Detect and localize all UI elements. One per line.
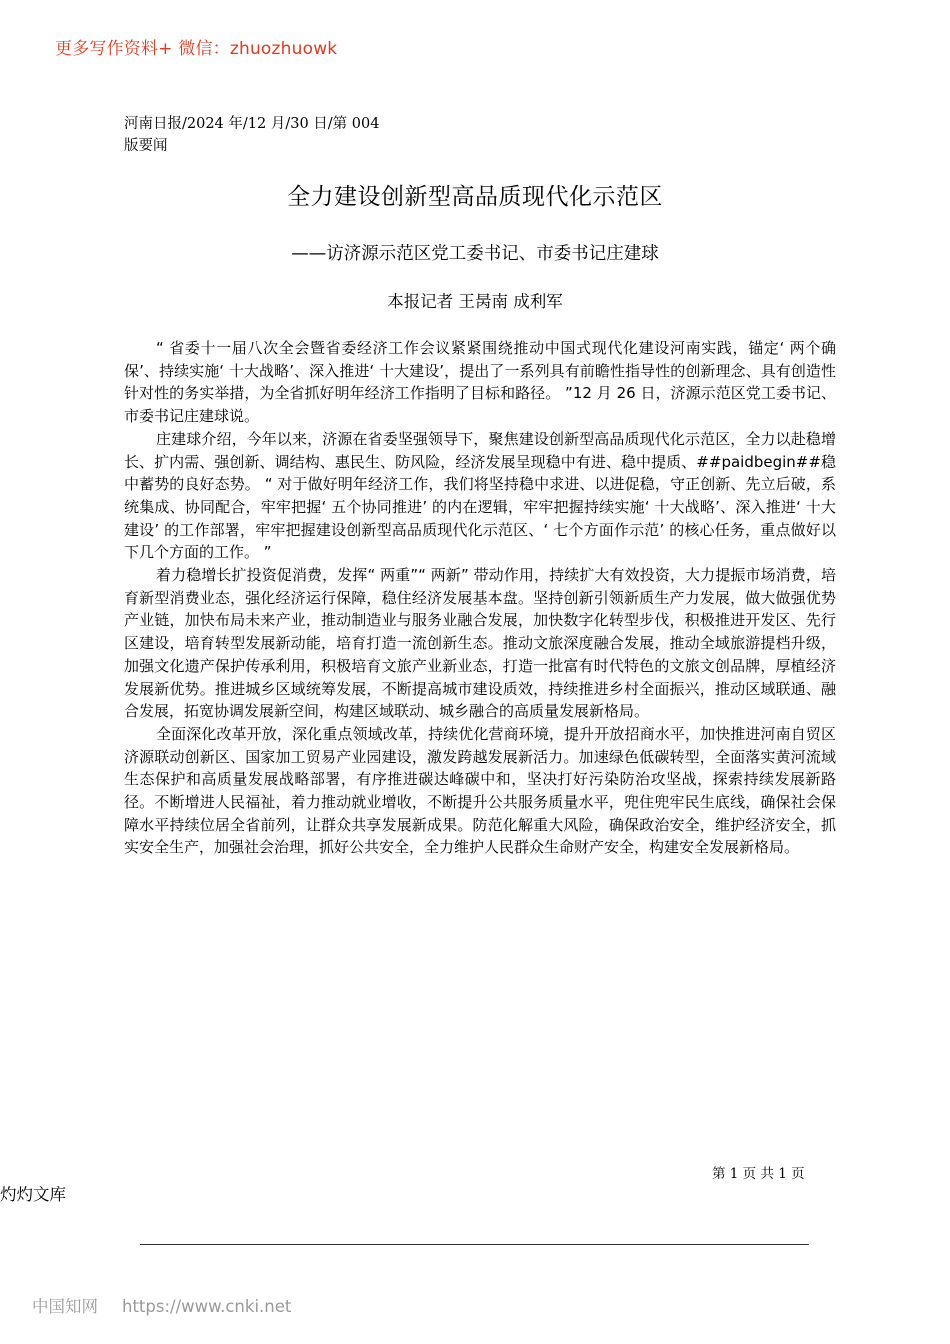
source-info [124,113,379,157]
article-subtitle: ——访济源示范区党工委书记、市委书记庄建球 [291,244,659,264]
article-byline: 本报记者 王昺南 成利军 [387,292,563,311]
source-line-1: 河南日报/2024 年/12 月/30 日/第 004 [124,116,380,132]
page-number: 第 1 页 共 1 页 [712,1166,805,1182]
paragraph: “ 省委十一届八次全会暨省委经济工作会议紧紧围绕推动中国式现代化建设河南实践，锚定‘ 两个确保’、持续实施‘ 十大战略’、深入推进‘ 十大建设’，提出了一系列具有前瞻性指导性的创新理念、具有创造性针对性的务实举措，为全省抓好明年经济工作指明了目标和路径。 ”12 月 26 日，济源示范区党工委书记、市委书记庄建球说。 [124,339,836,426]
paragraph: 全面深化改革开放，深化重点领域改革，持续优化营商环境，提升开放招商水平，加快推进河南自贸区济源联动创新区、国家加工贸易产业园建设，激发跨越发展新活力。加速绿色低碳转型，全面落实黄河流域生态保护和高质量发展战略部署，有序推进碳达峰碳中和，坚决打好污染防治攻坚战，探索持续发展新路径。不断增进人民福祉，着力推动就业增收，不断提升公共服务质量水平，兜住兜牢民生底线，确保社会保障水平持续位居全省前列，让群众共享发展新成果。防范化解重大风险，确保政治安全，维护经济安全，抓实安全生产，加强社会治理，抓好公共安全，全力维护人民群众生命财产安全，构建安全发展新格局。 [124,724,836,857]
article-title: 全力建设创新型高品质现代化示范区 [287,184,663,210]
paragraph: 庄建球介绍，今年以来，济源在省委坚强领导下，聚焦建设创新型高品质现代化示范区，全力以赴稳增长、扩内需、强创新、调结构、惠民生、防风险，经济发展呈现稳中有进、稳中提质、##paidbegin##稳中蓄势的良好态势。 “ 对于做好明年经济工作，我们将坚持稳中求进、以进促稳，守正创新、先立后破，系统集成、协同配合，牢牢把握‘ 五个协同推进’ 的内在逻辑，牢牢把握持续实施‘ 十大战略’、深入推进‘ 十大建设’ 的工作部署，牢牢把握建设创新型高品质现代化示范区、‘ 七个方面作示范’ 的核心任务，重点做好以下几个方面的工作。 ” [124,429,836,562]
paragraph: 着力稳增长扩投资促消费，发挥“ 两重”“ 两新” 带动作用，持续扩大有效投资，大力提振市场消费，培育新型消费业态，强化经济运行保障，稳住经济发展基本盘。坚持创新引领新质生产力发展，做大做强优势产业链，加快布局未来产业，推动制造业与服务业融合发展，加快数字化转型步伐，积极推进开发区、先行区建设，培育转型发展新动能，培育打造一流创新生态。推动文旅深度融合发展，推动全域旅游提档升级，加强文化遗产保护传承利用，积极培育文旅产业新业态，打造一批富有时代特色的文旅文创品牌，厚植经济发展新优势。推进城乡区域统筹发展，不断提高城市建设质效，持续推进乡村全面振兴，推动区域联通、融合发展，拓宽协调发展新空间，构建区域联动、城乡融合的高质量发展新格局。 [124,566,836,721]
site-name: 中国知网 [32,1297,98,1316]
source-line-2: 版要闻 [124,138,168,154]
promo-text: 更多写作资料+ 微信：zhuozhuowk [55,39,338,59]
footer-divider [140,1244,809,1245]
article-body [124,337,836,859]
site-footer [32,1293,315,1317]
library-watermark: 灼灼文库 [0,1185,66,1204]
site-url-link[interactable]: https://www.cnki.net [122,1297,292,1316]
